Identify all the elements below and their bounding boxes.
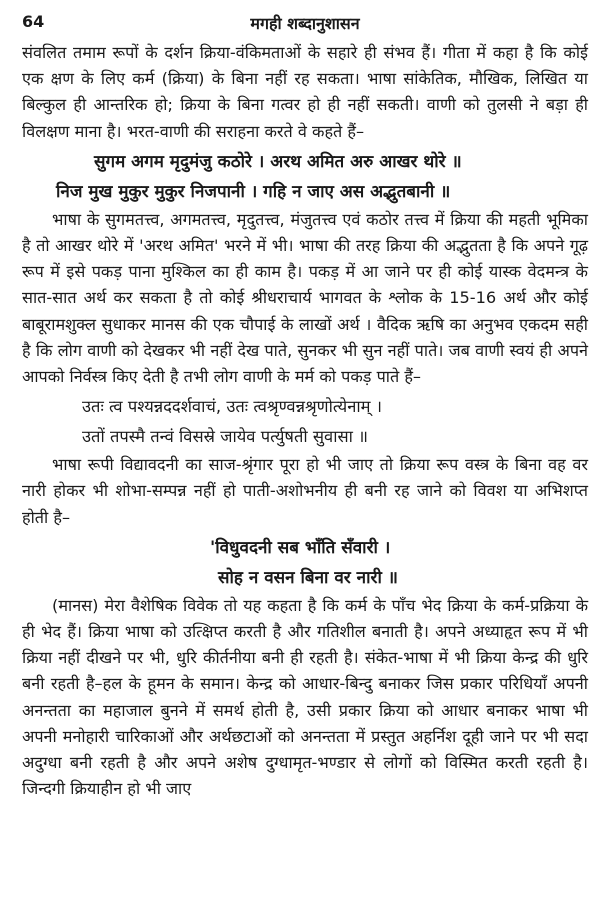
vedic-verse-line-2: उतों तपस्मै तन्वं विसस्रे जायेव पर्त्युषती सुवासा ॥ [82,427,369,447]
book-page [22,10,588,802]
manas-verse-line-1: 'विधुवदनी सब भाँति सँवारी । [210,537,391,558]
running-title: मगही शब्दानुशासन [250,14,360,33]
page-header [22,10,588,40]
paragraph-2: भाषा के सुगमतत्त्व, अगमतत्त्व, मृदुतत्त्व, मंजुतत्त्व एवं कठोर तत्त्व में क्रिया की महती भूमिका है तो आखर थोरे में 'अरथ अमित' भरने में भी। भाषा की तरह क्रिया की अद्भुतता है कि अपने गूढ़ रूप में इसे पकड़ पाना मुश्किल का ही काम है। पकड़ में आ जाने पर ही कोई यास्क वेदमन्त्र के सात-सात अर्थ कर सकता है तो कोई श्रीधराचार्य भागवत के श्लोक के 15-16 अर्थ और कोई बाबूरामशुक्ल सुधाकर मानस की एक चौपाई के लाखों अर्थ । वैदिक ऋषि का अनुभव एकदम सही है कि लोग वाणी को देखकर भी नहीं देख पाते, सुनकर भी सुन नहीं पाते। जब वाणी स्वयं ही अपने आपको निर्वस्त्र किए देती है तभी लोग वाणी के मर्म को पकड़ पाते हैं– [22,209,588,387]
paragraph-3: भाषा रूपी विद्यावदनी का साज-श्रृंगार पूरा हो भी जाए तो क्रिया रूप वस्त्र के बिना वह वर नारी होकर भी शोभा-सम्पन्न नहीं हो पाती-अशोभनीय ही बनी रह जाने को विवश या अभिशप्त होती है– [22,455,588,527]
tulsi-verse-line-2: निज मुख मुकुर मुकुर निजपानी । गहि न जाए अस अद्भुतबानी ॥ [56,181,451,202]
paragraph-4: (मानस) मेरा वैशेषिक विवेक तो यह कहता है कि कर्म के पाँच भेद क्रिया के कर्म-प्रक्रिया के ही भेद हैं। क्रिया भाषा को उत्क्षिप्त करती है और गतिशील बनाती है। अपने अध्याहृत रूप में भी क्रिया नहीं दीखने पर भी, धुरि कीर्तनीया बनी ही रहती है। संकेत-भाषा में भी क्रिया केन्द्र की धुरि बनी रहती है–हल के हूमन के समान। केन्द्र को आधार-बिन्दु बनाकर जिस प्रकार परिधियाँ अपनी अनन्तता का महाजाल बुनने में समर्थ होती है, उसी प्रकार क्रिया को आधार बनाकर भाषा भी अपनी मनोहारी चारिकाओं और अर्थछटाओं को अनन्तता में प्रस्तुत अहर्निश दूही जाने पर भी सदा अदुग्धा बनी रहती है और अपने अशेष दुग्धामृत-भण्डार से लोगों को विस्मित करती रहती है। जिन्दगी क्रियाहीन हो भी जाए [22,595,588,799]
vedic-verse-line-1: उतः त्व पश्यन्नददर्शवाचं, उतः त्वश्रृण्वन्नश्रृणोत्येनाम् । [82,397,383,417]
paragraph-1: संवलित तमाम रूपों के दर्शन क्रिया-वंकिमताओं के सहारे ही संभव हैं। गीता में कहा है कि कोई एक क्षण के लिए कर्म (क्रिया) के बिना नहीं रह सकता। भाषा सांकेतिक, मौखिक, लिखित या बिल्कुल ही आन्तरिक हो; क्रिया के बिना गत्वर हो ही नहीं सकती। वाणी को तुलसी ने बड़ा ही विलक्षण माना है। भरत-वाणी की सराहना करते वे कहते हैं– [22,43,588,141]
page-number: 64 [22,12,45,31]
manas-verse-line-2: सोह न वसन बिना वर नारी ॥ [218,567,398,588]
tulsi-verse-line-1: सुगम अगम मृदुमंजु कठोरे । अरथ अमित अरु आखर थोरे ॥ [94,151,462,172]
